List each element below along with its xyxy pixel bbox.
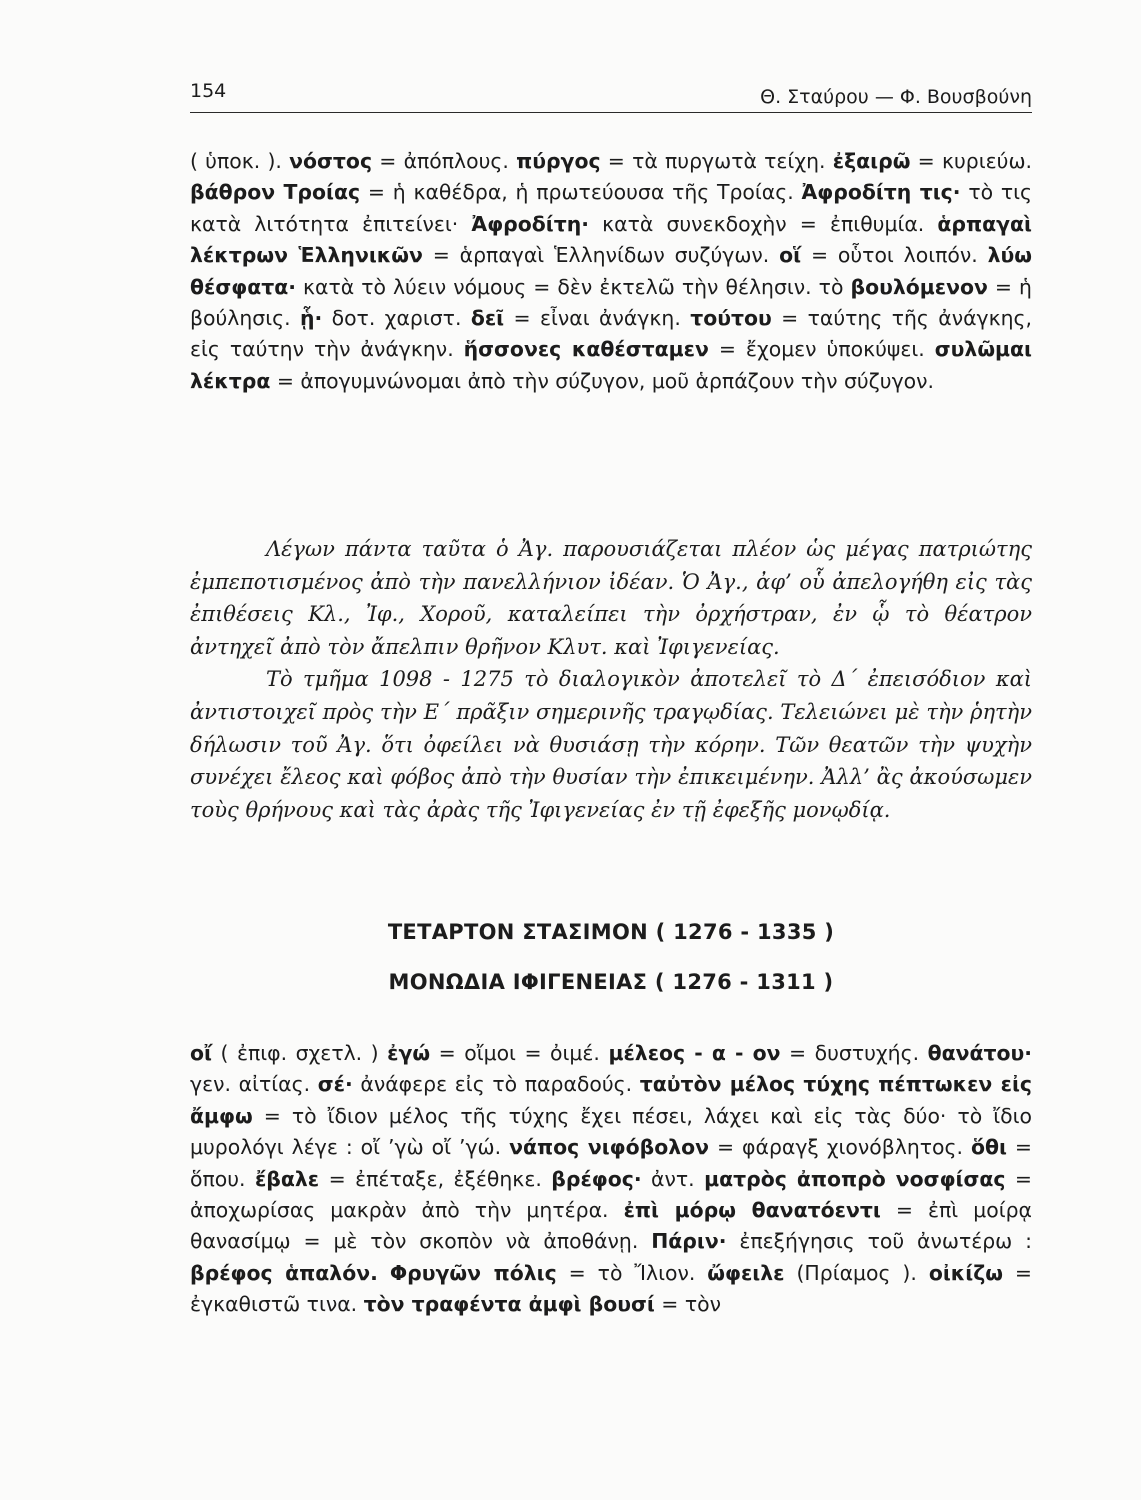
gloss-term: ματρὸς ἀποπρὸ νοσφίσας (704, 1166, 1006, 1191)
gloss-term: ἥσσονες καθέσταμεν (463, 337, 709, 362)
gloss-text: ἀντ. (641, 1166, 705, 1191)
gloss-term: βουλόμενον (850, 274, 988, 299)
gloss-text: κατὰ συνεκδοχὴν = ἐπιθυμία. (589, 211, 938, 236)
gloss-text: = τὸν (654, 1292, 722, 1317)
gloss-term: Πάριν· (651, 1229, 727, 1254)
gloss-term: οἴ (190, 1041, 212, 1065)
gloss-text: = οὗτοι λοιπόν. (801, 243, 988, 268)
gloss-term: θανάτου· (927, 1041, 1033, 1065)
gloss-text: κατὰ τὸ λύειν νόμους = δὲν ἐκτελῶ τὴν θέλησιν. τὸ (295, 274, 851, 299)
gloss-text: = ἔχομεν ὑποκύψει. (708, 337, 935, 362)
gloss-text: = τὸ Ἴλιον. (556, 1260, 708, 1285)
page-header (190, 76, 1032, 113)
gloss-term: οἵ (779, 243, 802, 268)
subsection-heading: ΜΟΝΩΔΙΑ ΙΦΙΓΕΝΕΙΑΣ ( 1276 - 1311 ) (388, 970, 834, 994)
gloss-term: βρέφος ἁπαλόν. (190, 1260, 378, 1285)
gloss-text: τὸ τις κατὰ λιτότητα ἐπιτείνει· (190, 180, 1033, 236)
gloss-term: τούτου (690, 306, 772, 331)
gloss-text: = ἡ βούλησις. (190, 274, 1032, 331)
commentary-block (190, 533, 1032, 826)
gloss-text: = ἀπογυμνώνομαι ἀπὸ τὴν σύζυγον, μοῦ ἁρπάζουν τὴν σύζυγον. (270, 368, 934, 393)
page-number: 154 (190, 80, 227, 102)
gloss-term: ἐξαιρῶ (832, 149, 911, 173)
gloss-text: γεν. αἰτίας. (190, 1072, 318, 1097)
commentary-paragraph: Τὸ τμῆμα 1098 - 1275 τὸ διαλογικὸν ἀποτελεῖ τὸ Δ΄ ἐπεισόδιον καὶ ἀντιστοιχεῖ πρὸς τὴν Ε΄ πρᾶξιν σημερινῆς τραγῳδίας. Τελειώνει μὲ τὴν ῥητὴν δήλωσιν τοῦ Ἀγ. ὅτι ὀφείλει νὰ θυσιάσῃ τὴν κόρην. Τῶν θεατῶν τὴν ψυχὴν συνέχει ἔλεος καὶ φόβος ἀπὸ τὴν θυσίαν τὴν ἐπικειμένην. Ἀλλ’ ἂς ἀκούσωμεν τοὺς θρήνους καὶ τὰς ἀρὰς τῆς Ἰφιγενείας ἐν τῇ ἐφεξῆς μονῳδίᾳ. (190, 667, 1032, 822)
gloss-text: ( ὑποκ. ). (190, 149, 282, 173)
gloss-text: = δυστυχής. (780, 1041, 928, 1065)
gloss-text: = τὰ πυργωτὰ τείχη. (600, 149, 833, 173)
gloss-text (378, 1261, 390, 1285)
gloss-text: = ἐπὶ μοίρᾳ θανασίμῳ = μὲ τὸν σκοπὸν νὰ ἀποθάνῃ. (190, 1198, 1032, 1254)
gloss-term: Ἀφροδίτη τις· (801, 180, 961, 205)
gloss-text: = ὅπου. (190, 1135, 1033, 1191)
gloss-term: μέλεος - α - ον (608, 1041, 781, 1065)
gloss-term: πύργος (516, 149, 601, 173)
gloss-term: ἐγώ (387, 1041, 431, 1065)
gloss-term: ὅθι (970, 1135, 1007, 1160)
running-head: Θ. Σταύρου — Φ. Βουσβούνη (760, 86, 1032, 108)
gloss-term: λύω θέσφατα· (190, 243, 1032, 299)
gloss-term: ταὐτὸν μέλος τύχης πέπτωκεν εἰς ἄμφω (190, 1072, 1032, 1128)
gloss-paragraph (190, 1038, 1032, 1321)
gloss-term: βρέφος· (551, 1166, 642, 1191)
gloss-text: ἀνάφερε εἰς τὸ παραδούς. (352, 1072, 640, 1097)
gloss-term: τὸν τραφέντα ἀμφὶ βουσί (363, 1292, 655, 1317)
gloss-text: = εἶναι ἀνάγκη. (504, 306, 691, 331)
gloss-text: = ἀπόπλους. (372, 149, 517, 173)
gloss-term: Φρυγῶν πόλις (389, 1260, 557, 1285)
gloss-text: = οἴμοι = ὀιμέ. (430, 1041, 609, 1065)
gloss-text: = φάραγξ χιονόβλητος. (709, 1135, 971, 1160)
gloss-term: βάθρον Τροίας (190, 180, 361, 205)
gloss-text: = κυριεύω. (910, 149, 1032, 173)
section-heading: ΤΕΤΑΡΤΟΝ ΣΤΑΣΙΜΟΝ ( 1276 - 1335 ) (387, 920, 835, 944)
gloss-text: = ἡ καθέδρα, ἡ πρωτεύουσα τῆς Τροίας. (360, 180, 802, 205)
gloss-text: = ἁρπαγαὶ Ἑλληνίδων συζύγων. (422, 243, 780, 268)
gloss-text: = τὸ ἴδιον μέλος τῆς τύχης ἔχει πέσει, λάχει καὶ εἰς τὰς δύο· τὸ ἴδιο μυρολόγι λέγε : οἴ ’γὼ οἴ ’γώ. (190, 1103, 1032, 1160)
gloss-paragraph (190, 146, 1032, 397)
gloss-term: σέ· (317, 1072, 353, 1097)
gloss-term: ἁρπαγαὶ λέκτρων Ἑλληνικῶν (190, 211, 1032, 268)
gloss-term: συλῶμαι λέκτρα (190, 337, 1032, 393)
gloss-term: Ἀφροδίτη· (471, 211, 589, 236)
gloss-text: = ταύτης τῆς ἀνάγκης, εἰς ταύτην τὴν ἀνάγκην. (190, 306, 1032, 362)
commentary-paragraph: Λέγων πάντα ταῦτα ὁ Ἀγ. παρουσιάζεται πλέον ὡς μέγας πατριώτης ἐμπεποτισμένος ἀπὸ τὴν πανελλήνιον ἰδέαν. Ὁ Ἀγ., ἀφ’ οὗ ἀπελογήθη εἰς τὰς ἐπιθέσεις Κλ., Ἰφ., Χοροῦ, καταλείπει τὴν ὀρχήστραν, ἐν ᾧ τὸ θέατρον ἀντηχεῖ ἀπὸ τὸν ἄπελπιν θρῆνον Κλυτ. καὶ Ἰφιγενείας. (190, 537, 1032, 659)
gloss-text: ( ἐπιφ. σχετλ. ) (211, 1041, 388, 1065)
gloss-term: ἔβαλε (254, 1166, 320, 1191)
gloss-text: δοτ. χαριστ. (322, 306, 471, 331)
gloss-term: ὤφειλε (707, 1260, 785, 1285)
gloss-text: ἐπεξήγησις τοῦ ἀνωτέρω : (726, 1229, 1032, 1254)
gloss-text: = ἐπέταξε, ἐξέθηκε. (319, 1166, 552, 1191)
gloss-term: οἰκίζω (928, 1260, 1003, 1285)
gloss-text: (Πρίαμος ). (784, 1260, 929, 1285)
gloss-term: ᾗ· (299, 306, 323, 331)
gloss-term: νάπος νιφόβολον (509, 1135, 710, 1160)
gloss-text: = ἀποχωρίσας μακρὰν ἀπὸ τὴν μητέρα. (190, 1166, 1032, 1223)
gloss-term: δεῖ (470, 306, 505, 331)
gloss-term: νόστος (289, 149, 373, 173)
gloss-text: = ἐγκαθιστῶ τινα. (190, 1260, 1033, 1317)
gloss-term: ἐπὶ μόρῳ θανατόεντι (623, 1198, 881, 1223)
